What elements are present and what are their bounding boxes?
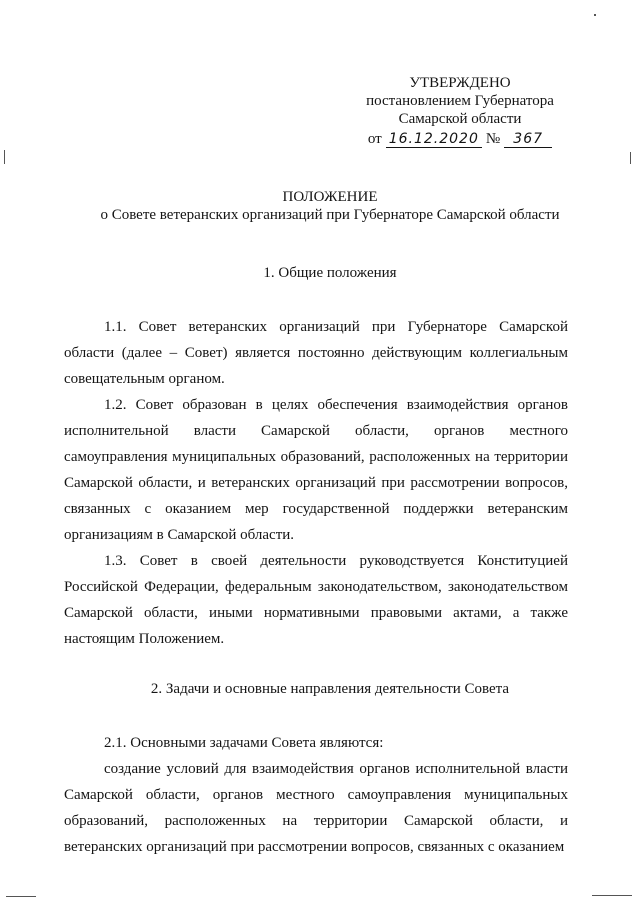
- approval-line-2: Самарской области: [398, 111, 522, 127]
- approval-date: 16.12.2020: [386, 131, 482, 148]
- document-subtitle: о Совете ветеранских организаций при Губернаторе Самарской области: [100, 207, 560, 223]
- number-label: №: [485, 131, 501, 147]
- paragraph-1-3: 1.3. Совет в своей деятельности руководствуется Конституцией Российской Федерации, федеральным законодательством, законодательством Самарской области, иными нормативными правовыми актами, а также настоящим Положением.: [64, 553, 568, 647]
- scan-edge-mark: [6, 896, 36, 897]
- paragraph-2-1-item: создание условий для взаимодействия органов исполнительной власти Самарской области, органов местного самоуправления муниципальных образований, расположенных на территории Самарской области, и ветеранских организаций при рассмотрении вопросов, связанных с оказанием: [64, 761, 568, 855]
- section-heading-2: 2. Задачи и основные направления деятельности Совета: [150, 681, 510, 697]
- approval-heading: УТВЕРЖДЕНО: [409, 75, 511, 91]
- document-title: ПОЛОЖЕНИЕ: [282, 189, 378, 205]
- paragraph-1-2: 1.2. Совет образован в целях обеспечения взаимодействия органов исполнительной власти Самарской области, органов местного самоуправления муниципальных образований, расположенных на территории Самарской области, и ветеранских организаций при рассмотрении вопросов, связанных с оказанием мер государственной поддержки ветеранским организациям в Самарской области.: [64, 397, 568, 543]
- scan-edge-mark: [630, 152, 631, 164]
- approval-stamp: [355, 74, 565, 148]
- approval-date-line: [355, 130, 565, 148]
- scan-edge-mark: [4, 150, 5, 164]
- paragraph-1-1: 1.1. Совет ветеранских организаций при Губернаторе Самарской области (далее – Совет) является постоянно действующим коллегиальным совещательным органом.: [64, 319, 568, 387]
- paragraph-2-1: 2.1. Основными задачами Совета являются:: [104, 735, 384, 751]
- scan-speck: [594, 14, 596, 16]
- approval-line-1: постановлением Губернатора: [366, 93, 554, 109]
- approval-number: 367: [504, 131, 552, 148]
- section-heading-1: 1. Общие положения: [263, 265, 397, 281]
- from-label: от: [367, 131, 382, 147]
- scan-edge-mark: [592, 895, 632, 896]
